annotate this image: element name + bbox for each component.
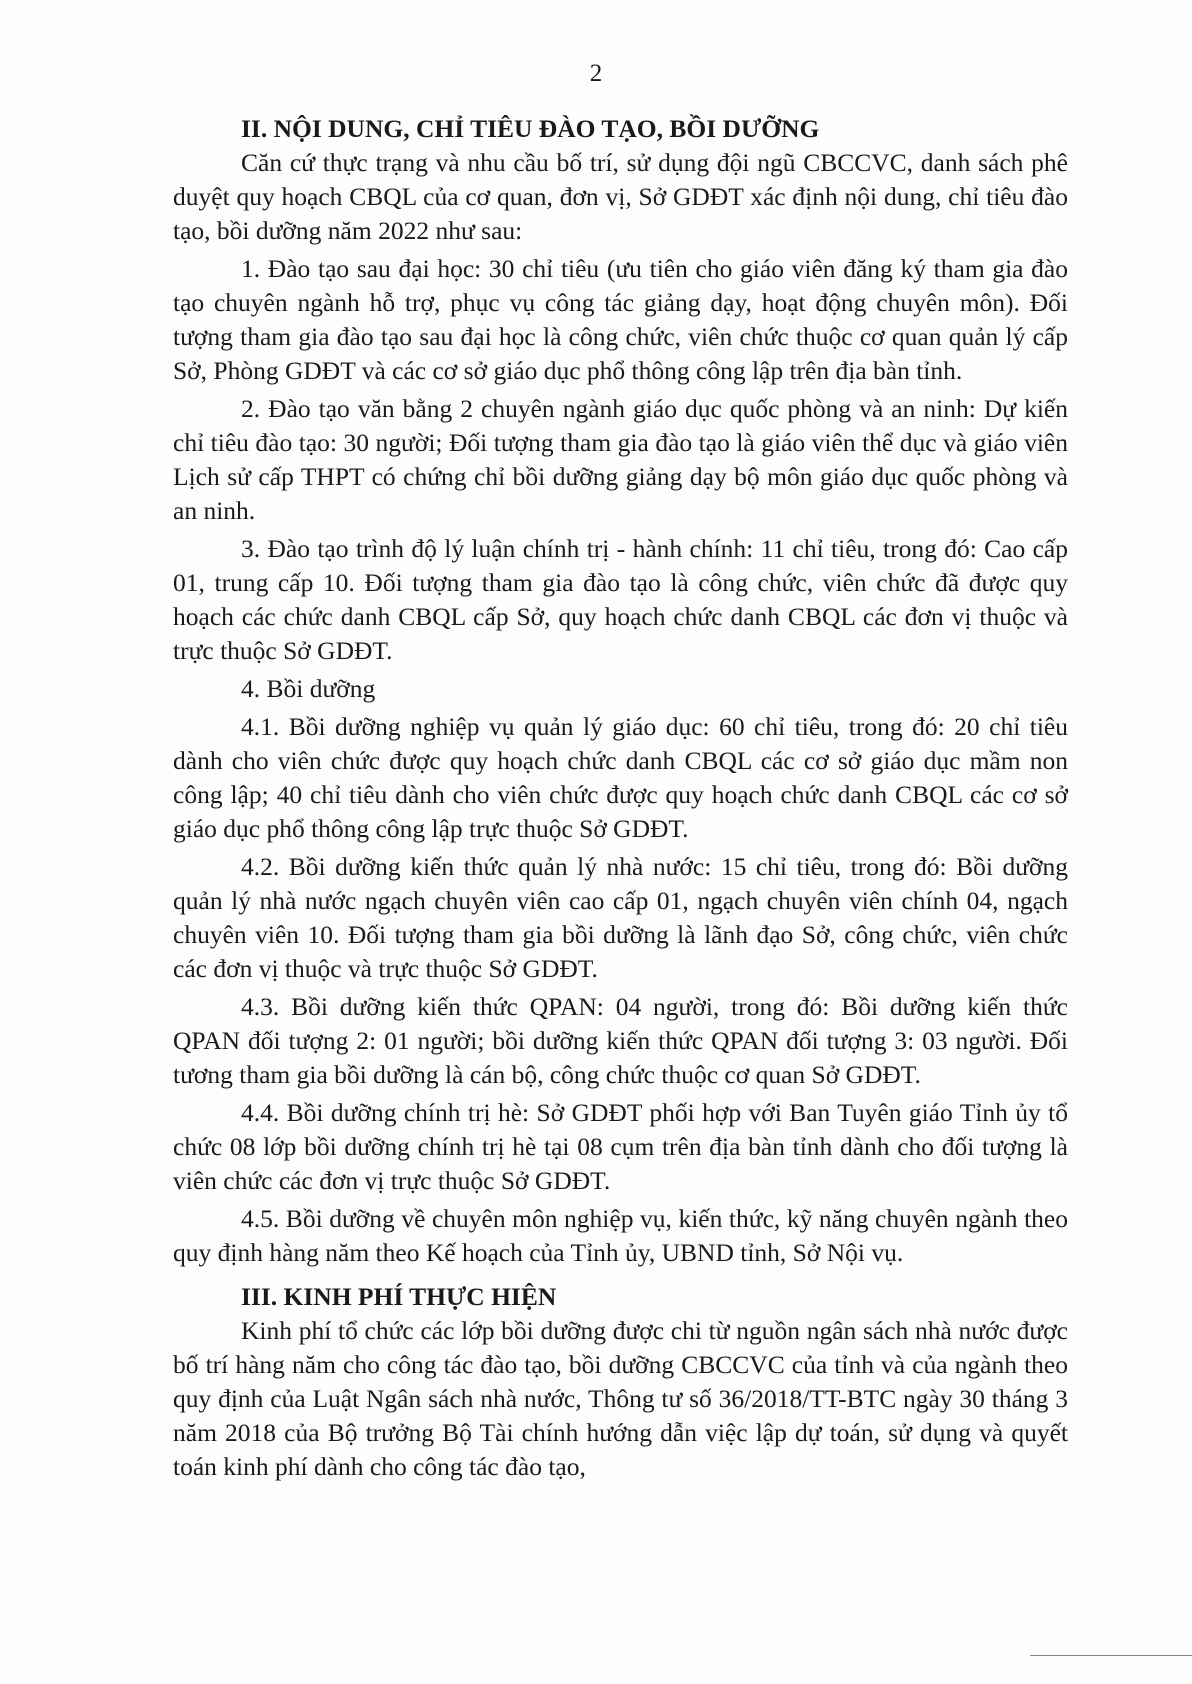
section-heading-content-targets: II. NỘI DUNG, CHỈ TIÊU ĐÀO TẠO, BỒI DƯỠNG	[241, 114, 820, 143]
document-body	[173, 112, 1068, 1488]
paragraph-item-4-5: 4.5. Bồi dưỡng về chuyên môn nghiệp vụ, kiến thức, kỹ năng chuyên ngành theo quy định hàng năm theo Kế hoạch của Tỉnh ủy, UBND tỉnh, Sở Nội vụ.	[173, 1204, 1068, 1267]
paragraph-item-2: 2. Đào tạo văn bằng 2 chuyên ngành giáo dục quốc phòng và an ninh: Dự kiến chỉ tiêu đào tạo: 30 người; Đối tượng tham gia đào tạo là giáo viên thể dục và giáo viên Lịch sử cấp THPT có chứng chỉ bồi dưỡng giảng dạy bộ môn giáo dục quốc phòng và an ninh.	[173, 394, 1068, 525]
paragraph-item-4: 4. Bồi dưỡng	[241, 674, 376, 703]
paragraph-item-3: 3. Đào tạo trình độ lý luận chính trị - hành chính: 11 chỉ tiêu, trong đó: Cao cấp 01, trung cấp 10. Đối tượng tham gia đào tạo là công chức, viên chức đã được quy hoạch các chức danh CBQL cấp Sở, quy hoạch chức danh CBQL các đơn vị thuộc và trực thuộc Sở GDĐT.	[173, 534, 1068, 665]
paragraph-item-4-2: 4.2. Bồi dưỡng kiến thức quản lý nhà nước: 15 chỉ tiêu, trong đó: Bồi dưỡng quản lý nhà nước ngạch chuyên viên cao cấp 01, ngạch chuyên viên chính 04, ngạch chuyên viên 10. Đối tượng tham gia bồi dưỡng là lãnh đạo Sở, công chức, viên chức các đơn vị thuộc và trực thuộc Sở GDĐT.	[173, 852, 1068, 983]
paragraph-item-1: 1. Đào tạo sau đại học: 30 chỉ tiêu (ưu tiên cho giáo viên đăng ký tham gia đào tạo chuyên ngành hỗ trợ, phục vụ công tác giảng dạy, hoạt động chuyên môn). Đối tượng tham gia đào tạo sau đại học là công chức, viên chức thuộc cơ quan quản lý cấp Sở, Phòng GDĐT và các cơ sở giáo dục phổ thông công lập trên địa bàn tỉnh.	[173, 254, 1068, 385]
scan-edge-line	[1030, 1655, 1192, 1656]
section-heading-funding: III. KINH PHÍ THỰC HIỆN	[241, 1282, 557, 1311]
paragraph-item-4-1: 4.1. Bồi dưỡng nghiệp vụ quản lý giáo dục: 60 chỉ tiêu, trong đó: 20 chỉ tiêu dành cho viên chức được quy hoạch chức danh CBQL các cơ sở giáo dục mầm non công lập; 40 chỉ tiêu dành cho viên chức được quy hoạch chức danh CBQL các cơ sở giáo dục phổ thông công lập trực thuộc Sở GDĐT.	[173, 712, 1068, 843]
paragraph-funding: Kinh phí tổ chức các lớp bồi dưỡng được chi từ nguồn ngân sách nhà nước được bố trí hàng năm cho công tác đào tạo, bồi dưỡng CBCCVC của tỉnh và của ngành theo quy định của Luật Ngân sách nhà nước, Thông tư số 36/2018/TT-BTC ngày 30 tháng 3 năm 2018 của Bộ trưởng Bộ Tài chính hướng dẫn việc lập dự toán, sử dụng và quyết toán kinh phí dành cho công tác đào tạo,	[173, 1316, 1068, 1481]
page-number: 2	[589, 60, 603, 87]
paragraph-item-4-4: 4.4. Bồi dưỡng chính trị hè: Sở GDĐT phối hợp với Ban Tuyên giáo Tỉnh ủy tổ chức 08 lớp bồi dưỡng chính trị hè tại 08 cụm trên địa bàn tỉnh dành cho đối tượng là viên chức các đơn vị trực thuộc Sở GDĐT.	[173, 1098, 1068, 1195]
paragraph-intro: Căn cứ thực trạng và nhu cầu bố trí, sử dụng đội ngũ CBCCVC, danh sách phê duyệt quy hoạch CBQL của cơ quan, đơn vị, Sở GDĐT xác định nội dung, chỉ tiêu đào tạo, bồi dưỡng năm 2022 như sau:	[173, 148, 1068, 245]
paragraph-item-4-3: 4.3. Bồi dưỡng kiến thức QPAN: 04 người, trong đó: Bồi dưỡng kiến thức QPAN đối tượng 2: 01 người; bồi dưỡng kiến thức QPAN đối tượng 3: 03 người. Đối tương tham gia bồi dưỡng là cán bộ, công chức thuộc cơ quan Sở GDĐT.	[173, 992, 1068, 1089]
